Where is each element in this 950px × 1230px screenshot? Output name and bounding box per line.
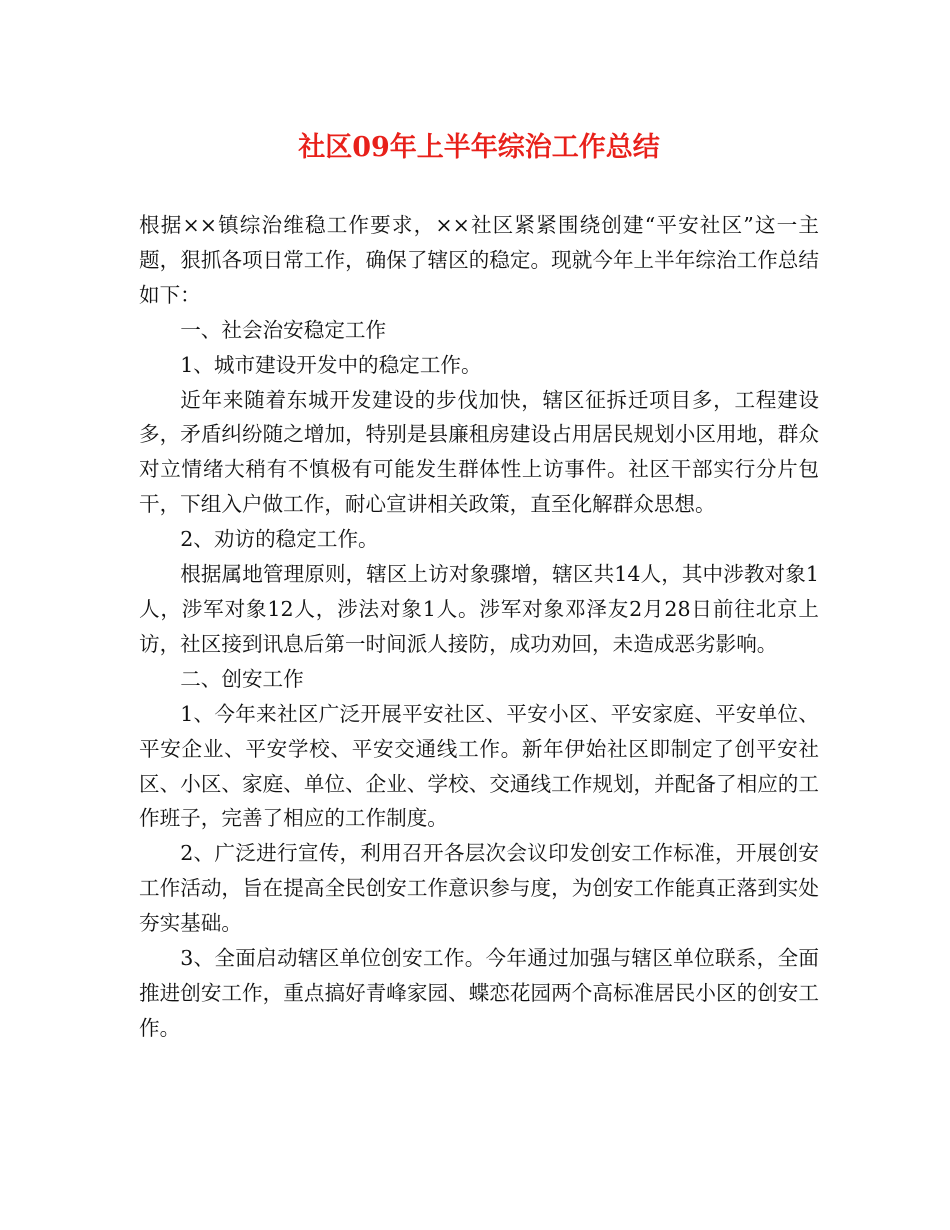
paragraph-urban-development: 近年来随着东城开发建设的步伐加快，辖区征拆迁项目多，工程建设多，矛盾纠纷随之增加，特别是县廉租房建设占用居民规划小区用地，群众对立情绪大稍有不慎极有可能发生群体性上访事件。社区干部实行分片包干，下组入户做工作，耐心宣讲相关政策，直至化解群众思想。 xyxy=(139,387,819,517)
paragraph-safety-item-2: 2、广泛进行宣传，利用召开各层次会议印发创安工作标准，开展创安工作活动，旨在提高全民创安工作意识参与度，为创安工作能真正落到实处夯实基础。 xyxy=(139,841,819,936)
section-heading-public-security: 一、社会治安稳定工作 xyxy=(180,317,387,342)
document-page xyxy=(139,128,819,1046)
section-heading-safety-creation: 二、创安工作 xyxy=(180,666,304,691)
paragraph-safety-item-3: 3、全面启动辖区单位创安工作。今年通过加强与辖区单位联系，全面推进创安工作，重点搞好青峰家园、蝶恋花园两个高标准居民小区的创安工作。 xyxy=(139,946,819,1040)
document-title: 社区09年上半年综治工作总结 xyxy=(298,132,660,163)
paragraph-petition-persuasion: 根据属地管理原则，辖区上访对象骤增，辖区共14人，其中涉教对象1人，涉军对象12人，涉法对象1人。涉军对象邓泽友2月28日前往北京上访，社区接到讯息后第一时间派人接防，成功劝回，未造成恶劣影响。 xyxy=(139,562,819,656)
subheading-urban-development: 1、城市建设开发中的稳定工作。 xyxy=(180,352,482,377)
paragraph-intro: 根据××镇综治维稳工作要求，××社区紧紧围绕创建“平安社区”这一主题，狠抓各项日常工作，确保了辖区的稳定。现就今年上半年综治工作总结如下： xyxy=(139,213,819,307)
paragraph-safety-item-1: 1、今年来社区广泛开展平安社区、平安小区、平安家庭、平安单位、平安企业、平安学校、平安交通线工作。新年伊始社区即制定了创平安社区、小区、家庭、单位、企业、学校、交通线工作规划，并配备了相应的工作班子，完善了相应的工作制度。 xyxy=(139,701,819,831)
subheading-petition-persuasion: 2、劝访的稳定工作。 xyxy=(180,527,379,552)
